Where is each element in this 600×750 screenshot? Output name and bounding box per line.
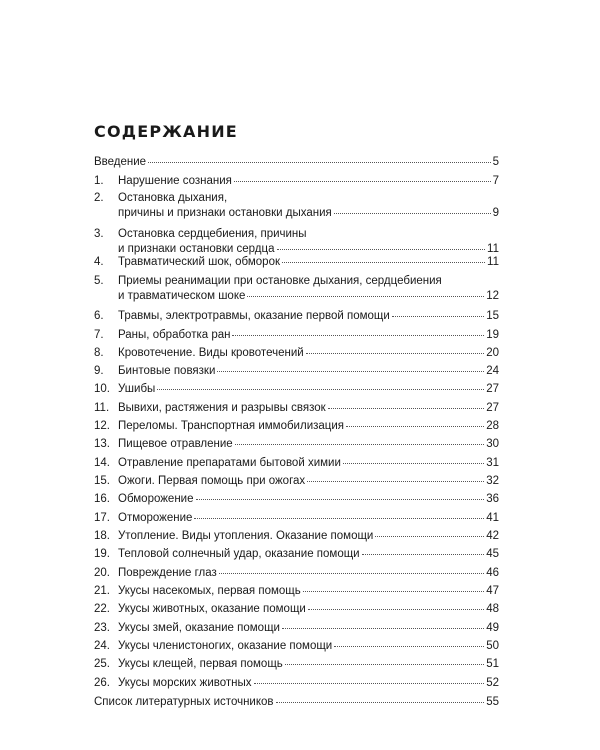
- toc-entry: [94, 639, 499, 654]
- toc-entry-title-line: 2. Остановка дыхания,: [94, 192, 228, 204]
- toc-entry-title: Список литературных источников: [94, 696, 274, 708]
- toc-entry-number: 6.: [94, 310, 104, 322]
- toc-entry-page: 42: [486, 530, 499, 542]
- toc-entry-number: 13.: [94, 438, 110, 450]
- toc-entry-number: 26.: [94, 677, 110, 689]
- toc-entry-page: 5: [492, 156, 499, 168]
- toc-entry-page: 30: [486, 438, 499, 450]
- toc-entry-number: 17.: [94, 512, 110, 524]
- toc-entry-number: 8.: [94, 347, 104, 359]
- toc-entry: [94, 657, 499, 672]
- toc-entry-number: 21.: [94, 585, 110, 597]
- toc-entry-number: 20.: [94, 567, 110, 579]
- toc-entry-title: Вывихи, растяжения и разрывы связок: [118, 402, 326, 414]
- toc-leader-dots: [306, 353, 485, 354]
- toc-entry: [94, 621, 499, 636]
- toc-leader-dots: [276, 702, 485, 703]
- toc-entry-page: 27: [486, 383, 499, 395]
- toc-entry-title: Укусы змей, оказание помощи: [118, 622, 280, 634]
- toc-entry-page: 19: [486, 329, 499, 341]
- toc-entry-title: Повреждение глаз: [118, 567, 217, 579]
- toc-entry: [94, 456, 499, 471]
- toc-entry: [94, 511, 499, 526]
- toc-leader-dots: [157, 389, 484, 390]
- toc-entry-page: 50: [486, 640, 499, 652]
- toc-leader-dots: [308, 609, 484, 610]
- toc-leader-dots: [343, 463, 484, 464]
- toc-entry: [94, 437, 499, 452]
- toc-entry-number: 1.: [94, 175, 104, 187]
- toc-entry: [94, 309, 499, 324]
- toc-leader-dots: [196, 499, 485, 500]
- toc-entry-page: 41: [486, 512, 499, 524]
- toc-entry: [94, 547, 499, 562]
- toc-leader-dots: [334, 646, 484, 647]
- toc-entry-title: Укусы клещей, первая помощь: [118, 658, 283, 670]
- toc-entry-title: и травматическом шоке: [118, 290, 246, 302]
- toc-entry: [94, 274, 499, 304]
- toc-entry-title: Отморожение: [118, 512, 193, 524]
- toc-entry-number: 22.: [94, 603, 110, 615]
- toc-entry: [94, 174, 499, 189]
- toc-leader-dots: [303, 591, 484, 592]
- toc-entry-title: Пищевое отравление: [118, 438, 233, 450]
- toc-entry-page: 32: [486, 475, 499, 487]
- toc-entry: [94, 584, 499, 599]
- toc-entry-title: Травматический шок, обморок: [118, 256, 280, 268]
- toc-entry-page: 9: [492, 207, 499, 219]
- toc-entry-title-line: 3. Остановка сердцебиения, причины: [94, 228, 307, 240]
- toc-entry-page: 15: [486, 310, 499, 322]
- toc-entry-number: 14.: [94, 457, 110, 469]
- toc-entry-number: 10.: [94, 383, 110, 395]
- toc-entry-title: Укусы членистоногих, оказание помощи: [118, 640, 333, 652]
- toc-entry-title: Переломы. Транспортная иммобилизация: [118, 420, 345, 432]
- toc-entry-page: 46: [486, 567, 499, 579]
- toc-entry-page: 7: [492, 175, 499, 187]
- toc-entry: [94, 401, 499, 416]
- toc-entry-title: Обморожение: [118, 493, 194, 505]
- toc-entry: [94, 529, 499, 544]
- toc-entry: [94, 474, 499, 489]
- toc-entry-number: 5.: [94, 275, 104, 287]
- toc-leader-dots: [285, 664, 484, 665]
- toc-entry-title: Кровотечение. Виды кровотечений: [118, 347, 304, 359]
- toc-entry-page: 47: [486, 585, 499, 597]
- toc-entry-page: 27: [486, 402, 499, 414]
- toc-entry-number: 25.: [94, 658, 110, 670]
- toc-leader-dots: [234, 181, 491, 182]
- toc-entry-title: причины и признаки остановки дыхания: [118, 207, 332, 219]
- toc-entry: [94, 492, 499, 507]
- toc-entry: [94, 676, 499, 691]
- toc-entry-page: 24: [486, 365, 499, 377]
- toc-entry-title: Утопление. Виды утопления. Оказание помощи: [118, 530, 374, 542]
- toc-entry-number: 23.: [94, 622, 110, 634]
- toc-entry: [94, 191, 499, 221]
- toc-entry-page: 36: [486, 493, 499, 505]
- toc-leader-dots: [334, 213, 491, 214]
- toc-entry-title: Ожоги. Первая помощь при ожогах: [118, 475, 306, 487]
- toc-entry-page: 20: [486, 347, 499, 359]
- toc-entry-number: 16.: [94, 493, 110, 505]
- toc-entry-page: 11: [487, 243, 499, 255]
- toc-leader-dots: [375, 536, 484, 537]
- toc-entry-page: 55: [486, 696, 499, 708]
- toc-entry-number: 12.: [94, 420, 110, 432]
- toc-entry-page: 51: [486, 658, 499, 670]
- toc-leader-dots: [362, 554, 485, 555]
- toc-entry: [94, 328, 499, 343]
- toc-entry-page: 11: [487, 256, 499, 268]
- toc-leader-dots: [346, 426, 484, 427]
- toc-leader-dots: [277, 249, 486, 250]
- toc-leader-dots: [235, 444, 484, 445]
- toc-leader-dots: [282, 628, 484, 629]
- toc-entry: [94, 695, 499, 710]
- toc-entry: [94, 155, 499, 170]
- toc-entry-number: 18.: [94, 530, 110, 542]
- toc-entry: [94, 566, 499, 581]
- toc-entry-title-line: 5. Приемы реанимации при остановке дыхания, сердцебиения: [94, 275, 442, 287]
- toc-entry-number: 3.: [94, 228, 104, 240]
- toc-entry-page: 31: [486, 457, 499, 469]
- toc-entry-page: 45: [486, 548, 499, 560]
- toc-entry-page: 52: [486, 677, 499, 689]
- toc-entry-title: Укусы морских животных: [118, 677, 252, 689]
- toc-entry-title: Бинтовые повязки: [118, 365, 216, 377]
- toc-entry-title: Раны, обработка ран: [118, 329, 231, 341]
- toc-entry-page: 28: [486, 420, 499, 432]
- toc-entry-title: Нарушение сознания: [118, 175, 232, 187]
- toc-entry-number: 11.: [94, 402, 110, 414]
- toc-entry-number: 19.: [94, 548, 110, 560]
- toc-entry-title: Тепловой солнечный удар, оказание помощи: [118, 548, 360, 560]
- toc-entry-number: 7.: [94, 329, 104, 341]
- toc-leader-dots: [328, 408, 485, 409]
- toc-entry-number: 4.: [94, 256, 104, 268]
- toc-entry-title: Укусы насекомых, первая помощь: [118, 585, 301, 597]
- toc-entry-title: Укусы животных, оказание помощи: [118, 603, 306, 615]
- toc-entry-number: 9.: [94, 365, 104, 377]
- toc-leader-dots: [282, 262, 485, 263]
- toc-leader-dots: [217, 371, 484, 372]
- toc-entry: [94, 227, 499, 257]
- contents-heading: СОДЕРЖАНИЕ: [94, 122, 238, 141]
- toc-entry-number: 15.: [94, 475, 110, 487]
- toc-leader-dots: [194, 518, 484, 519]
- toc-entry-title: Травмы, электротравмы, оказание первой помощи: [118, 310, 390, 322]
- toc-entry-title: и признаки остановки сердца: [118, 243, 275, 255]
- toc-leader-dots: [247, 296, 484, 297]
- toc-leader-dots: [254, 683, 485, 684]
- toc-leader-dots: [219, 573, 484, 574]
- toc-entry: [94, 419, 499, 434]
- toc-entry: [94, 364, 499, 379]
- toc-entry-title: Отравление препаратами бытовой химии: [118, 457, 341, 469]
- toc-entry: [94, 255, 499, 270]
- toc-entry: [94, 602, 499, 617]
- toc-leader-dots: [148, 162, 491, 163]
- toc-entry-number: 24.: [94, 640, 110, 652]
- toc-entry-page: 48: [486, 603, 499, 615]
- toc-leader-dots: [232, 335, 484, 336]
- toc-entry-number: 2.: [94, 192, 104, 204]
- toc-leader-dots: [392, 316, 484, 317]
- toc-entry: [94, 382, 499, 397]
- toc-entry-title: Ушибы: [118, 383, 156, 395]
- toc-entry-title: Введение: [94, 156, 147, 168]
- toc-entry-page: 12: [486, 290, 499, 302]
- toc-leader-dots: [307, 481, 484, 482]
- toc-entry-page: 49: [486, 622, 499, 634]
- toc-entry: [94, 346, 499, 361]
